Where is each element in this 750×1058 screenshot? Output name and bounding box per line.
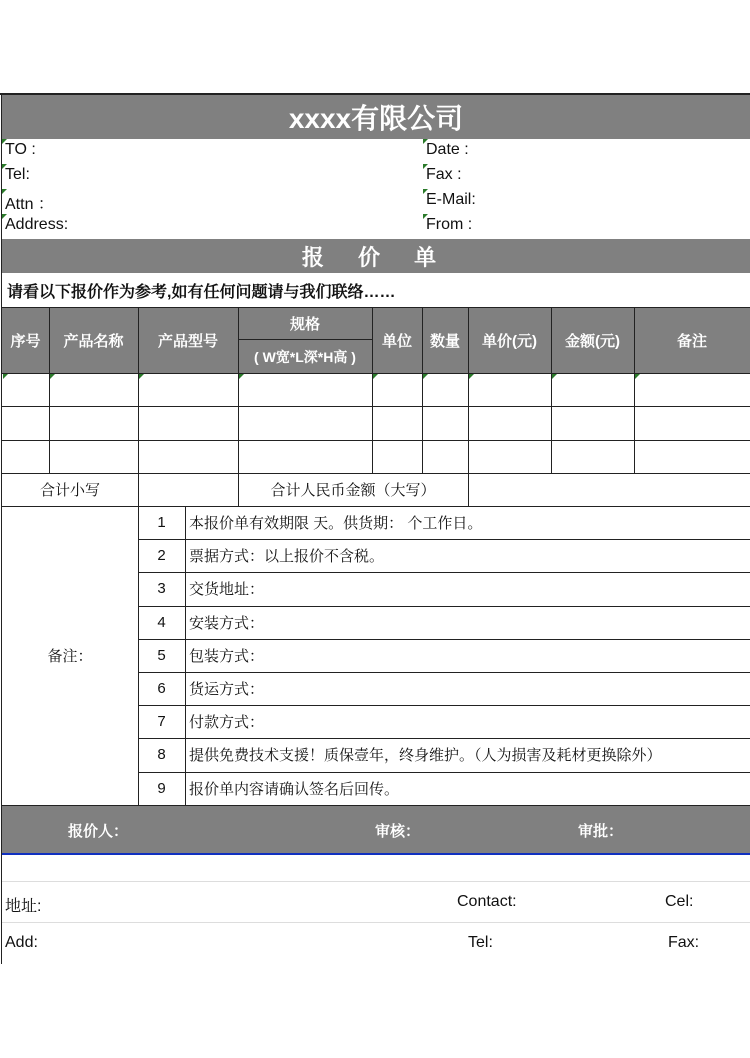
header-spec: 规格	[238, 307, 372, 340]
cell-marker-icon	[50, 374, 55, 379]
footer-cel: Cel:	[665, 893, 694, 910]
info-field-right[interactable]: Date :	[426, 141, 469, 158]
table-cell[interactable]	[468, 440, 551, 473]
info-field-left[interactable]: Tel:	[5, 166, 30, 183]
note-text[interactable]: 安装方式：	[189, 614, 265, 632]
table-cell[interactable]	[372, 440, 422, 473]
table-cell[interactable]	[49, 440, 138, 473]
info-field-right[interactable]: From :	[426, 216, 473, 233]
header-unit: 单位	[381, 332, 412, 350]
cell-marker-icon	[3, 374, 8, 379]
cell-marker-icon	[423, 139, 428, 144]
header-seq: 序号	[10, 332, 41, 350]
note-number: 5	[157, 646, 166, 664]
note-text[interactable]: 本报价单有效期限 天。供货期： 个工作日。	[189, 515, 483, 532]
review-label: 审核：	[375, 823, 421, 840]
table-cell[interactable]	[634, 406, 750, 439]
cell-marker-icon	[423, 214, 428, 219]
table-cell[interactable]	[238, 406, 372, 439]
table-cell[interactable]	[2, 373, 49, 406]
cell-marker-icon	[239, 374, 244, 379]
cell-marker-icon	[2, 164, 7, 169]
table-cell[interactable]	[49, 373, 138, 406]
note-text[interactable]: 报价单内容请确认签名后回传。	[189, 780, 400, 798]
note-number: 6	[157, 680, 166, 697]
header-name: 产品名称	[63, 332, 124, 350]
table-cell[interactable]	[138, 406, 238, 439]
footer-divider	[2, 922, 750, 923]
note-number: 8	[157, 746, 166, 764]
note-number: 7	[157, 713, 166, 731]
cell-marker-icon	[423, 189, 428, 194]
intro-text: 请看以下报价作为参考,如有任何问题请与我们联络……	[7, 283, 396, 301]
footer-divider	[2, 881, 750, 882]
total-small-value[interactable]	[138, 473, 238, 506]
table-cell[interactable]	[422, 440, 468, 473]
cell-marker-icon	[469, 374, 474, 379]
table-cell[interactable]	[468, 406, 551, 439]
header-amount: 金额(元)	[565, 332, 620, 350]
table-cell[interactable]	[372, 406, 422, 439]
table-cell[interactable]	[634, 373, 750, 406]
cell-marker-icon	[552, 374, 557, 379]
table-cell[interactable]	[372, 373, 422, 406]
cell-marker-icon	[2, 214, 7, 219]
footer-tel: Tel:	[468, 934, 493, 951]
note-text[interactable]: 包装方式：	[189, 647, 265, 665]
note-number: 3	[157, 580, 166, 598]
blue-divider	[2, 853, 750, 855]
footer-fax: Fax:	[668, 934, 700, 951]
grid-line	[2, 307, 750, 308]
cell-marker-icon	[423, 164, 428, 169]
cell-marker-icon	[2, 139, 7, 144]
cell-marker-icon	[423, 374, 428, 379]
table-cell[interactable]	[2, 440, 49, 473]
table-cell[interactable]	[551, 406, 634, 439]
footer-add: Add:	[5, 934, 38, 951]
footer-contact: Contact:	[457, 893, 517, 910]
cell-marker-icon	[635, 374, 640, 379]
table-cell[interactable]	[49, 406, 138, 439]
note-text[interactable]: 交货地址：	[189, 581, 265, 599]
table-cell[interactable]	[2, 406, 49, 439]
info-field-right[interactable]: Fax :	[426, 166, 462, 183]
total-small-label: 合计小写	[39, 482, 100, 499]
table-cell[interactable]	[422, 373, 468, 406]
table-cell[interactable]	[138, 373, 238, 406]
info-field-left[interactable]: Address:	[5, 216, 69, 233]
company-title: xxxx有限公司	[2, 95, 750, 139]
header-remark: 备注	[676, 332, 707, 350]
footer-address-cn: 地址:	[5, 898, 42, 915]
table-cell[interactable]	[238, 373, 372, 406]
cell-marker-icon	[139, 374, 144, 379]
info-field-left[interactable]: TO :	[5, 141, 36, 158]
info-field-left[interactable]: Attn ：	[5, 196, 54, 213]
approve-label: 审批：	[578, 823, 624, 840]
header-spec-sub: ( W宽*L深*H高 )	[254, 348, 356, 365]
notes-label: 备注：	[47, 648, 93, 665]
header-qty: 数量	[429, 332, 460, 350]
total-big-label: 合计人民币金额（大写）	[270, 482, 436, 499]
note-text[interactable]: 货运方式：	[189, 681, 265, 698]
table-cell[interactable]	[551, 373, 634, 406]
section-title: 报 价 单	[2, 239, 750, 273]
cell-marker-icon	[373, 374, 378, 379]
note-number: 9	[157, 779, 166, 797]
note-number: 4	[157, 613, 166, 631]
total-big-value[interactable]	[468, 473, 750, 506]
note-text[interactable]: 提供免费技术支援！质保壹年，终身维护。（人为损害及耗材更换除外）	[189, 747, 662, 765]
header-model: 产品型号	[157, 332, 218, 350]
quoter-label: 报价人：	[68, 823, 129, 840]
cell-marker-icon	[2, 189, 7, 194]
note-text[interactable]: 付款方式：	[189, 714, 265, 732]
note-number: 2	[157, 547, 166, 565]
header-price: 单价(元)	[482, 332, 537, 350]
table-cell[interactable]	[551, 440, 634, 473]
table-cell[interactable]	[138, 440, 238, 473]
info-field-right[interactable]: E-Mail:	[426, 191, 476, 208]
table-cell[interactable]	[468, 373, 551, 406]
table-cell[interactable]	[238, 440, 372, 473]
table-cell[interactable]	[422, 406, 468, 439]
table-cell[interactable]	[634, 440, 750, 473]
note-text[interactable]: 票据方式：以上报价不含税。	[189, 548, 385, 566]
note-number: 1	[157, 514, 166, 531]
